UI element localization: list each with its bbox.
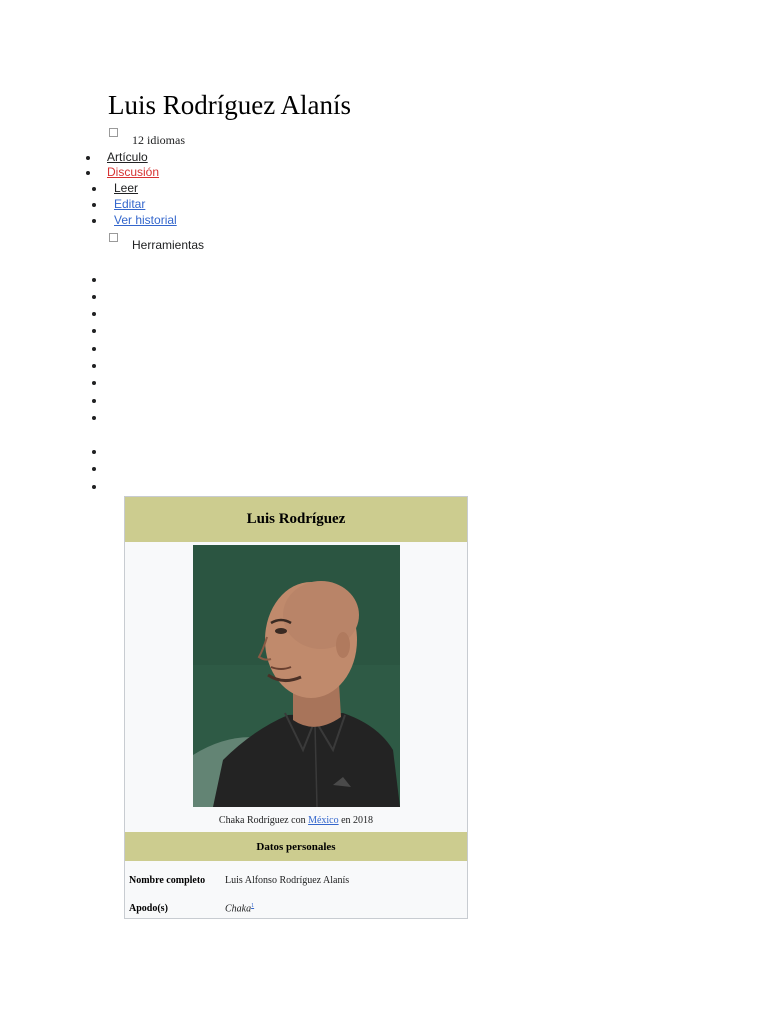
empty-list-item bbox=[92, 295, 96, 299]
player-photo[interactable] bbox=[193, 545, 400, 807]
caption-text: en 2018 bbox=[338, 815, 374, 826]
page-title: Luis Rodríguez Alanís bbox=[108, 90, 351, 120]
bullet-icon bbox=[86, 171, 90, 175]
empty-list-item bbox=[92, 399, 96, 403]
empty-list-item bbox=[92, 329, 96, 333]
bullet-icon bbox=[92, 187, 96, 191]
infobox-header: Luis Rodríguez bbox=[125, 497, 467, 542]
empty-list-item bbox=[92, 278, 96, 282]
empty-list-item bbox=[92, 312, 96, 316]
languages-label[interactable]: 12 idiomas bbox=[132, 133, 185, 147]
tools-label[interactable]: Herramientas bbox=[132, 238, 205, 252]
bullet-icon bbox=[92, 203, 96, 207]
nickname-text: Chaka bbox=[225, 903, 252, 915]
bullet-icon bbox=[92, 219, 96, 223]
empty-list-item bbox=[92, 416, 96, 420]
section-header-personal-data: Datos personales bbox=[125, 832, 467, 861]
infobox bbox=[124, 496, 468, 919]
tab-article[interactable]: Artículo bbox=[107, 150, 148, 164]
tools-checkbox[interactable] bbox=[109, 233, 118, 242]
tab-discussion[interactable]: Discusión bbox=[107, 165, 160, 179]
languages-checkbox[interactable] bbox=[109, 128, 118, 137]
empty-list-item bbox=[92, 347, 96, 351]
row-value-nickname bbox=[225, 903, 254, 914]
empty-list-item bbox=[92, 485, 96, 489]
tab-read[interactable]: Leer bbox=[114, 181, 139, 195]
reference-link[interactable]: 1 bbox=[251, 903, 255, 909]
caption-text: Chaka Rodríguez con bbox=[218, 815, 309, 826]
tab-history[interactable]: Ver historial bbox=[114, 213, 177, 227]
tab-edit[interactable]: Editar bbox=[114, 197, 146, 211]
empty-list-item bbox=[92, 467, 96, 471]
caption-link-mexico[interactable]: México bbox=[308, 815, 339, 826]
bullet-icon bbox=[86, 156, 90, 160]
empty-list-item bbox=[92, 364, 96, 368]
row-label-nickname: Apodo(s) bbox=[129, 903, 168, 914]
empty-list-item bbox=[92, 450, 96, 454]
image-caption bbox=[125, 815, 467, 826]
empty-list-item bbox=[92, 381, 96, 385]
row-value-full-name: Luis Alfonso Rodríguez Alanís bbox=[225, 875, 350, 886]
row-label-full-name: Nombre completo bbox=[129, 875, 206, 886]
